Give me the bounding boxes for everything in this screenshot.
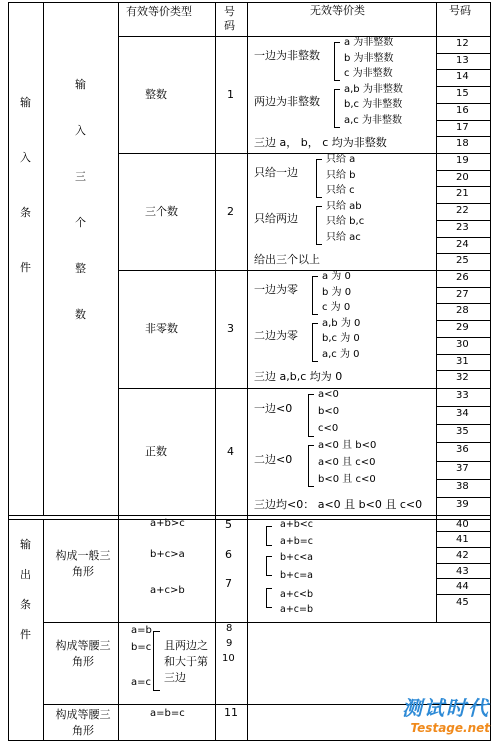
- isosceles-no-2: 9: [226, 638, 233, 649]
- isosceles-triangle-label: 构成等腰三角形: [55, 639, 111, 668]
- brace-icon: [266, 556, 272, 576]
- invalid-lead: 一边为零: [254, 282, 298, 296]
- invalid-condition: a+c=b: [280, 604, 313, 615]
- invalid-no: 34: [456, 408, 469, 420]
- invalid-no: 33: [456, 390, 469, 401]
- brace-icon: [153, 631, 160, 691]
- invalid-no: 23: [456, 221, 469, 233]
- invalid-class-item: c 为 0: [322, 302, 351, 314]
- invalid-no: 45: [456, 597, 469, 608]
- header-valid-no: 号码: [224, 5, 235, 32]
- valid-class-no: 4: [227, 444, 234, 458]
- invalid-no: 28: [456, 305, 469, 317]
- invalid-no: 25: [456, 255, 469, 267]
- invalid-lead: 二边<0: [254, 452, 293, 466]
- general-no-2: 6: [225, 548, 232, 561]
- invalid-class-item: 只给 ab: [326, 200, 362, 212]
- brace-icon: [334, 89, 340, 128]
- isosceles-no-3: 10: [222, 653, 235, 664]
- invalid-no: 13: [456, 54, 469, 66]
- invalid-no: 12: [456, 38, 469, 49]
- invalid-class-item: b 为非整数: [344, 52, 394, 64]
- invalid-no: 40: [456, 519, 469, 530]
- isosceles-condition-3: a=c: [131, 677, 152, 688]
- invalid-class-item: b<0: [318, 405, 340, 417]
- equilateral-condition: a=b=c: [150, 708, 185, 719]
- general-triangle-label: 构成一般三角形: [55, 549, 111, 578]
- header-invalid-no: 号码: [449, 4, 471, 17]
- brace-icon: [308, 445, 314, 488]
- invalid-condition: a+c<b: [280, 589, 313, 600]
- isosceles-no-1: 8: [226, 623, 233, 634]
- input-sub-label: 输入三个整数: [75, 78, 86, 321]
- invalid-class-item: c<0: [318, 422, 339, 434]
- invalid-no: 41: [456, 534, 469, 545]
- header-invalid-class: 无效等价类: [310, 4, 365, 17]
- invalid-no: 44: [456, 581, 469, 592]
- invalid-class-item: a 为非整数: [344, 37, 394, 48]
- valid-class-no: 1: [227, 87, 234, 101]
- isosceles-note: 且两边之和大于第三边: [164, 639, 208, 684]
- invalid-lead: 三边均<0： a<0 且 b<0 且 c<0: [254, 498, 423, 511]
- invalid-no: 14: [456, 71, 469, 83]
- invalid-condition: b+c<a: [280, 552, 313, 563]
- brace-icon: [334, 42, 340, 81]
- invalid-no: 16: [456, 104, 469, 116]
- invalid-no: 26: [456, 272, 469, 283]
- invalid-condition: a+b<c: [280, 519, 313, 530]
- invalid-class-item: a,b 为 0: [322, 317, 361, 329]
- invalid-no: 24: [456, 238, 469, 250]
- valid-class-label: 非零数: [145, 321, 178, 335]
- brace-icon: [312, 323, 318, 362]
- invalid-class-item: 只给 b: [326, 169, 356, 181]
- invalid-lead: 一边为非整数: [254, 48, 320, 62]
- general-no-3: 7: [225, 577, 232, 590]
- invalid-no: 35: [456, 426, 469, 438]
- invalid-class-item: 只给 ac: [326, 232, 361, 243]
- invalid-class-item: 只给 b,c: [326, 216, 365, 228]
- invalid-lead: 给出三个以上: [254, 253, 320, 266]
- invalid-no: 31: [456, 355, 469, 367]
- invalid-no: 37: [456, 462, 469, 474]
- brace-icon: [266, 588, 272, 608]
- invalid-class-item: a,c 为非整数: [344, 115, 402, 126]
- invalid-no: 42: [456, 550, 469, 561]
- isosceles-condition-2: b=c: [131, 642, 152, 653]
- invalid-lead: 三边 a,b,c 均为 0: [254, 370, 343, 383]
- invalid-lead: 二边为零: [254, 329, 298, 343]
- site-watermark-logo: [402, 692, 490, 735]
- valid-class-no: 2: [227, 204, 234, 218]
- invalid-no: 15: [456, 88, 469, 100]
- watermark-cn: 测试时代: [402, 696, 490, 720]
- brace-icon: [316, 206, 322, 245]
- equilateral-label: 构成等腰三角形: [55, 708, 111, 737]
- invalid-condition: a+b=c: [280, 536, 313, 547]
- invalid-no: 43: [456, 566, 469, 577]
- invalid-lead: 只给一边: [254, 165, 298, 179]
- invalid-lead: 两边为非整数: [254, 95, 320, 109]
- invalid-no: 18: [456, 138, 469, 150]
- invalid-class-item: 只给 a: [326, 154, 356, 165]
- invalid-no: 38: [456, 480, 469, 492]
- invalid-class-item: b,c 为 0: [322, 333, 360, 345]
- invalid-class-item: 只给 c: [326, 185, 355, 197]
- invalid-no: 17: [456, 121, 469, 133]
- general-condition-3: a+c>b: [150, 585, 185, 596]
- invalid-no: 36: [456, 444, 469, 456]
- invalid-no: 21: [456, 188, 469, 200]
- invalid-class-item: b 为 0: [322, 286, 352, 298]
- valid-class-no: 3: [227, 321, 234, 335]
- general-condition-2: b+c>a: [150, 549, 185, 560]
- invalid-class-item: a<0: [318, 389, 339, 400]
- invalid-no: 30: [456, 338, 469, 350]
- invalid-no: 29: [456, 322, 469, 334]
- brace-icon: [316, 159, 322, 198]
- invalid-class-item: a<0 且 c<0: [318, 456, 376, 468]
- general-no-1: 5: [225, 518, 232, 531]
- invalid-no: 32: [456, 372, 469, 384]
- invalid-lead: 一边<0: [254, 401, 293, 415]
- valid-class-label: 三个数: [145, 204, 178, 218]
- general-condition-1: a+b>c: [150, 518, 185, 529]
- invalid-no: 20: [456, 171, 469, 183]
- invalid-class-item: b<0 且 c<0: [318, 473, 376, 485]
- invalid-no: 22: [456, 205, 469, 217]
- invalid-condition: b+c=a: [280, 570, 313, 581]
- invalid-class-item: b,c 为非整数: [344, 99, 403, 111]
- invalid-class-item: c 为非整数: [344, 68, 393, 80]
- equilateral-no: 11: [224, 706, 238, 719]
- brace-icon: [312, 276, 318, 315]
- invalid-class-item: a 为 0: [322, 271, 351, 282]
- invalid-class-item: a<0 且 b<0: [318, 439, 377, 451]
- brace-icon: [266, 526, 272, 546]
- brace-icon: [308, 394, 314, 437]
- output-section-label: 输出条件: [20, 538, 31, 641]
- watermark-en: Testage.net: [410, 721, 490, 735]
- invalid-no: 19: [456, 155, 469, 166]
- input-section-label: 输入条件: [20, 96, 31, 274]
- invalid-class-item: a,c 为 0: [322, 349, 360, 360]
- invalid-class-item: a,b 为非整数: [344, 83, 403, 95]
- invalid-lead: 三边 a， b， c 均为非整数: [254, 136, 387, 149]
- invalid-no: 39: [456, 498, 469, 510]
- isosceles-condition-1: a=b: [131, 625, 152, 636]
- valid-class-label: 正数: [145, 444, 167, 458]
- invalid-lead: 只给两边: [254, 212, 298, 226]
- valid-class-label: 整数: [145, 87, 167, 101]
- header-valid-class: 有效等价类型: [126, 5, 192, 18]
- invalid-no: 27: [456, 288, 469, 300]
